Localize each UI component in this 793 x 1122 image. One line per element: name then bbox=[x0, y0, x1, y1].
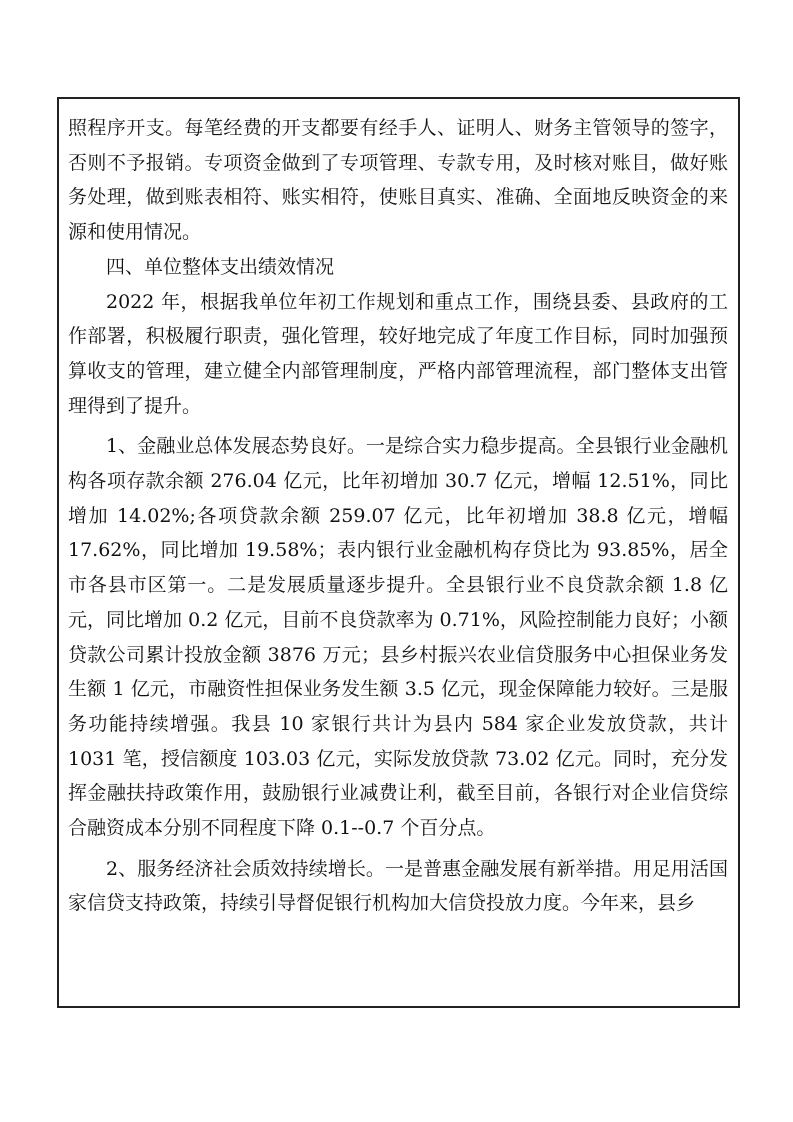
section-heading: 四、单位整体支出绩效情况 bbox=[106, 255, 335, 278]
paragraph-financial-development: 1、金融业总体发展态势良好。一是综合实力稳步提高。全县银行业金融机构各项存款余额 276.04 亿元，比年初增加 30.7 亿元，增幅 12.51%，同比增加 14.02%;各项贷款余额 259.07 亿元，比年初增加 38.8 亿元，增幅 17.62%，同比增加 19.58%；表内银行业金融机构存贷比为 93.85%，居全市各县市区第一。二是发展质量逐步提升。全县银行业不良贷款余额 1.8 亿元，同比增加 0.2 亿元，目前不良贷款率为 0.71%，风险控制能力良好；小额贷款公司累计投放金额 3876 万元；县乡村振兴农业信贷服务中心担保业务发生额 1 亿元，市融资性担保业务发生额 3.5 亿元，现金保障能力较好。三是服务功能持续增强。我县 10 家银行共计为县内 584 家企业发放贷款，共计 1031 笔，授信额度 103.03 亿元，实际发放贷款 73.02 亿元。同时，充分发挥金融扶持政策作用，鼓励银行业减费让利，截至目前，各银行对企业信贷综合融资成本分别不同程度下降 0.1--0.7 个百分点。 bbox=[68, 435, 728, 840]
paragraph-overview: 2022 年，根据我单位年初工作规划和重点工作，围绕县委、县政府的工作部署，积极履行职责，强化管理，较好地完成了年度工作目标，同时加强预算收支的管理，建立健全内部管理制度，严格内部管理流程，部门整体支出管理得到了提升。 bbox=[68, 290, 728, 417]
paragraph-economic-service: 2、服务经济社会质效持续增长。一是普惠金融发展有新举措。用足用活国家信贷支持政策，持续引导督促银行机构加大信贷投放力度。今年来，县乡 bbox=[68, 857, 728, 915]
paragraph-continuation: 照程序开支。每笔经费的开支都要有经手人、证明人、财务主管领导的签字，否则不予报销。专项资金做到了专项管理、专款专用，及时核对账目，做好账务处理，做到账表相符、账实相符，使账目真实、准确、全面地反映资金的来源和使用情况。 bbox=[68, 117, 728, 244]
document-body bbox=[68, 111, 728, 921]
